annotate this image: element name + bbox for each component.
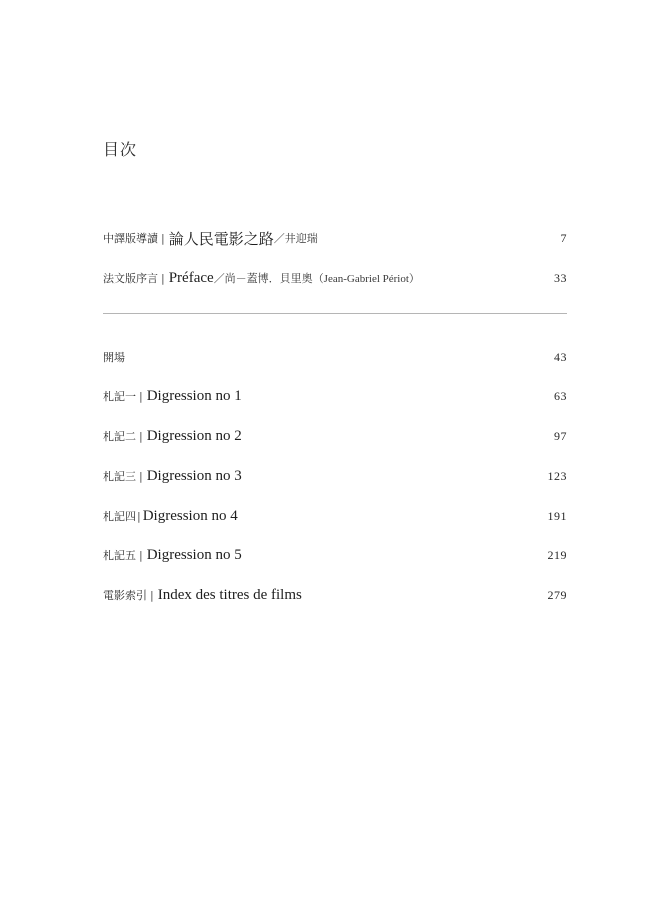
entry-separator: | <box>150 588 154 602</box>
entry-separator: | <box>139 389 143 403</box>
entry-page-number: 97 <box>554 428 567 443</box>
entry-title: Index des titres de films <box>157 586 302 603</box>
entry-page-number: 43 <box>554 349 567 364</box>
entry-author: ／尚－蓋博．貝里奧 <box>213 272 313 285</box>
entry-page-number: 219 <box>547 547 567 562</box>
entry-label: 札記一 <box>103 390 136 403</box>
entry-separator: | <box>139 429 143 443</box>
toc-entry-digression-1[interactable] <box>103 384 567 408</box>
entry-title: 論人民電影之路 <box>168 229 274 248</box>
entry-title: Digression no 3 <box>146 467 242 484</box>
toc-entry-translator-intro[interactable] <box>103 226 567 250</box>
entry-page-number: 279 <box>547 587 567 602</box>
entry-page-number: 123 <box>547 468 567 483</box>
entry-author: ／井迎瑞 <box>273 232 318 245</box>
toc-entry-film-index[interactable] <box>103 583 567 607</box>
entry-label: 電影索引 <box>103 589 147 602</box>
entry-title: Digression no 4 <box>142 507 238 524</box>
entry-label: 札記二 <box>103 430 136 443</box>
toc-entry-digression-4[interactable] <box>103 504 567 528</box>
section-divider <box>103 313 567 314</box>
entry-label: 法文版序言 <box>103 272 158 285</box>
entry-separator: | <box>139 469 143 483</box>
entry-separator: | <box>161 231 165 245</box>
entry-label: 札記三 <box>103 470 136 483</box>
entry-page-number: 191 <box>547 508 567 523</box>
entry-title: Digression no 5 <box>146 546 242 563</box>
toc-entry-digression-5[interactable] <box>103 543 567 567</box>
page-title: 目次 <box>103 140 138 159</box>
entry-title: Préface <box>168 269 214 286</box>
toc-entry-opening[interactable] <box>103 345 567 369</box>
entry-page-number: 7 <box>560 230 567 245</box>
entry-page-number: 63 <box>554 388 567 403</box>
entry-title: Digression no 1 <box>146 387 242 404</box>
entry-page-number: 33 <box>554 270 567 285</box>
entry-label: 札記四 <box>103 510 136 523</box>
entry-author-latin: （Jean-Gabriel Périot） <box>312 273 420 285</box>
entry-separator: | <box>137 509 141 523</box>
entry-label: 開場 <box>103 351 125 364</box>
entry-label: 中譯版導讀 <box>103 232 158 245</box>
entry-separator: | <box>161 271 165 285</box>
entry-separator: | <box>139 548 143 562</box>
toc-entry-digression-2[interactable] <box>103 424 567 448</box>
toc-entry-digression-3[interactable] <box>103 464 567 488</box>
entry-title: Digression no 2 <box>146 427 242 444</box>
entry-label: 札記五 <box>103 549 136 562</box>
toc-entry-french-preface[interactable] <box>103 266 567 290</box>
